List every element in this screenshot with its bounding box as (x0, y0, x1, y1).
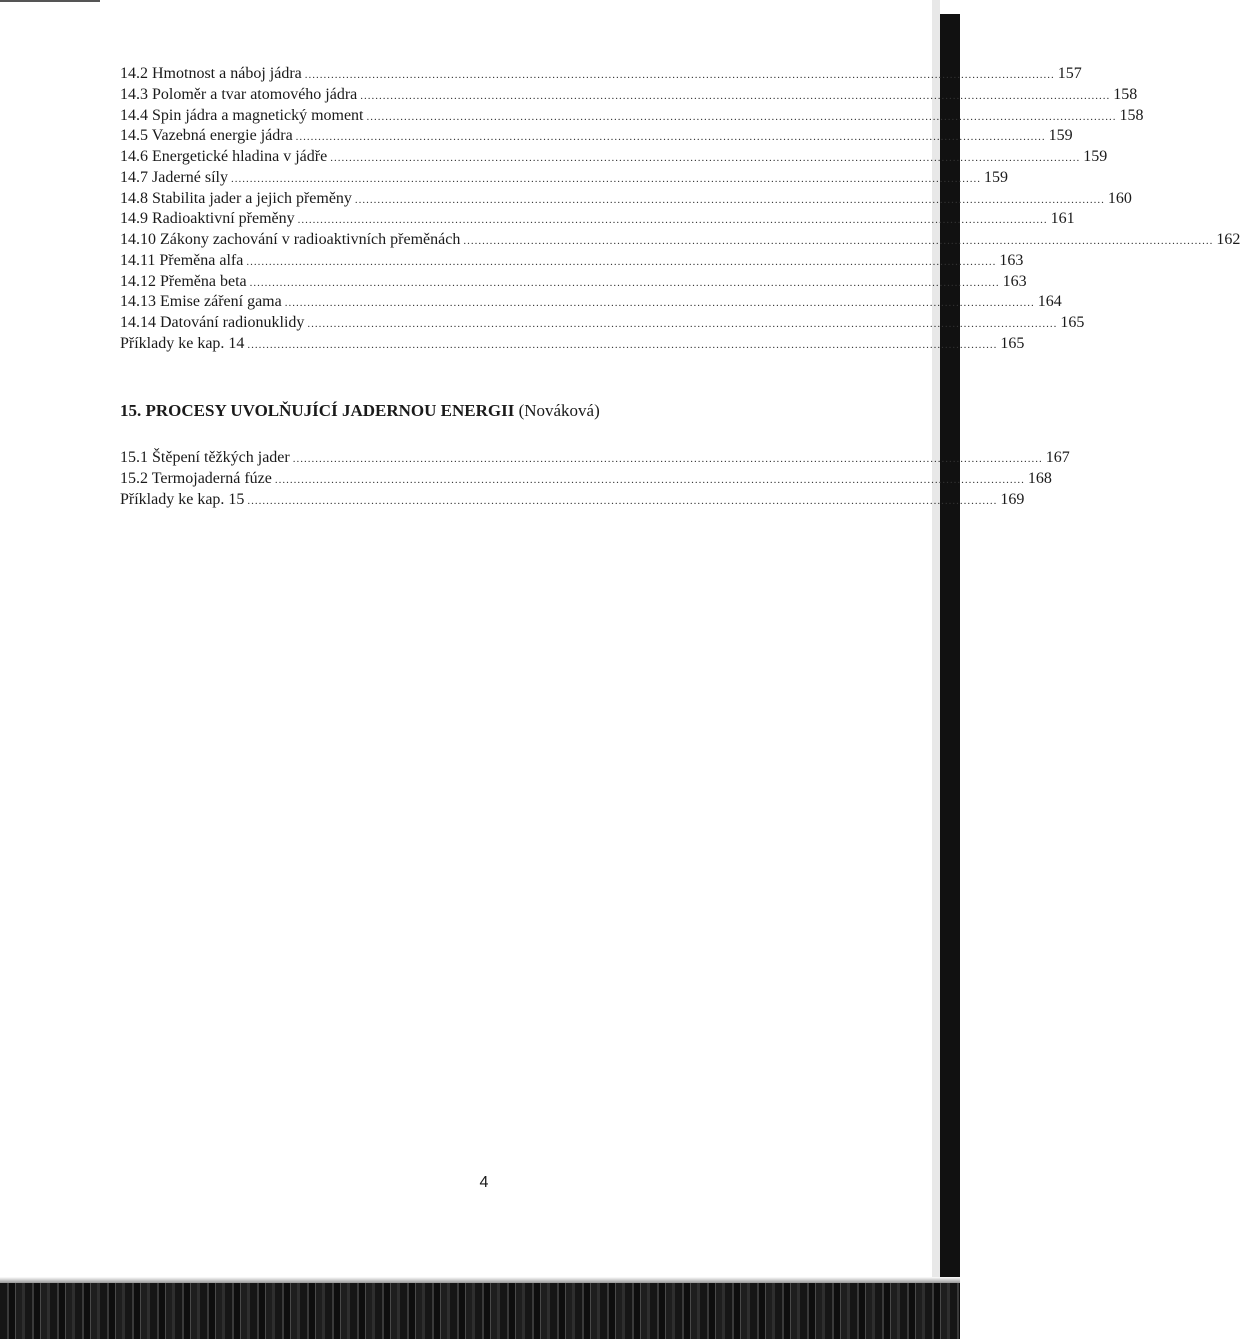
toc-leader-dots: ........................................................................................................................................................................................................ (360, 89, 1111, 102)
toc-leader-dots: ........................................................................................................................................................................................................ (366, 110, 1117, 123)
toc-entry (120, 189, 1132, 210)
toc-entry (120, 334, 1025, 355)
toc-leader-dots: ........................................................................................................................................................................................................ (249, 276, 1000, 289)
toc-entry (120, 490, 1025, 511)
toc-leader-dots: ........................................................................................................................................................................................................ (247, 338, 998, 351)
toc-leader-dots: ........................................................................................................................................................................................................ (230, 172, 981, 185)
toc-entry-label: 14.11 Přeměna alfa (120, 251, 244, 269)
toc-entry-page: 162 (1216, 231, 1240, 248)
toc-entry (120, 272, 1027, 293)
toc-entry-page: 164 (1037, 293, 1062, 311)
toc-leader-dots: ........................................................................................................................................................................................................ (307, 318, 1058, 330)
toc-entry-page: 158 (1119, 106, 1144, 124)
chapter-15-author: (Nováková) (518, 401, 600, 420)
toc-entry-label: 15.1 Štěpení těžkých jader (120, 449, 290, 466)
toc-entry-label: 14.4 Spin jádra a magnetický moment (120, 106, 364, 124)
toc-entry-label: 14.5 Vazebná energie jádra (120, 127, 293, 145)
toc-entry-label: 14.7 Jaderné síly (120, 168, 228, 186)
toc-entry-page: 160 (1107, 189, 1132, 207)
toc-entry-page: 159 (1083, 148, 1108, 165)
chapter-15-title: 15. PROCESY UVOLŇUJÍCÍ JADERNOU ENERGII (120, 401, 515, 420)
toc-leader-dots: ........................................................................................................................................................................................................ (330, 152, 1081, 164)
toc-chapter-15 (120, 448, 1070, 510)
toc-entry-label: 14.3 Poloměr a tvar atomového jádra (120, 85, 358, 103)
toc-entry-label: 14.8 Stabilita jader a jejich přeměny (120, 189, 352, 207)
toc-entry (120, 106, 1144, 127)
toc-entry (120, 85, 1138, 106)
toc-leader-dots: ........................................................................................................................................................................................................ (463, 235, 1214, 247)
toc-entry (120, 292, 1062, 313)
scan-top-rule (0, 0, 100, 2)
toc-leader-dots: ........................................................................................................................................................................................................ (292, 453, 1043, 465)
toc-entry-page: 163 (1002, 272, 1027, 290)
scan-bottom-edge (0, 1283, 960, 1339)
toc-entry (120, 168, 1008, 189)
toc-entry-page: 159 (1048, 127, 1073, 145)
toc-leader-dots: ........................................................................................................................................................................................................ (247, 494, 998, 507)
toc-entry-label: 14.6 Energetické hladina v jádře (120, 148, 328, 165)
toc-entry-page: 157 (1057, 65, 1082, 82)
toc-leader-dots: ........................................................................................................................................................................................................ (354, 193, 1105, 206)
toc-entry-label: 14.14 Datování radionuklidy (120, 314, 305, 331)
toc-leader-dots: ........................................................................................................................................................................................................ (284, 297, 1035, 310)
toc-entry-page: 158 (1113, 85, 1138, 103)
toc-entry-label: 14.12 Přeměna beta (120, 272, 247, 290)
toc-entry (120, 230, 1240, 251)
toc-entry-page: 161 (1050, 210, 1075, 228)
toc-leader-dots: ........................................................................................................................................................................................................ (246, 255, 997, 268)
toc-entry (120, 251, 1024, 272)
toc-entry-label: 15.2 Termojaderná fúze (120, 469, 272, 487)
toc-leader-dots: ........................................................................................................................................................................................................ (297, 214, 1048, 227)
toc-entry (120, 448, 1070, 469)
toc-entry (120, 64, 1082, 85)
toc-entry-page: 169 (1000, 490, 1025, 508)
chapter-15-heading (120, 400, 820, 422)
toc-leader-dots: ........................................................................................................................................................................................................ (295, 131, 1046, 144)
toc-entry-page: 163 (999, 251, 1024, 269)
toc-entry (120, 209, 1075, 230)
toc-chapter-14 (120, 64, 1240, 355)
toc-entry-label: 14.2 Hmotnost a náboj jádra (120, 65, 302, 82)
toc-entry-label: 14.13 Emise záření gama (120, 293, 282, 311)
toc-entry-page: 159 (983, 168, 1008, 186)
toc-entry-page: 168 (1027, 469, 1052, 487)
toc-leader-dots: ........................................................................................................................................................................................................ (274, 473, 1025, 486)
toc-entry-page: 165 (1060, 314, 1085, 331)
toc-entry-page: 167 (1045, 449, 1070, 466)
toc-leader-dots: ........................................................................................................................................................................................................ (304, 69, 1055, 81)
page-number: 4 (479, 1174, 489, 1191)
toc-entry-label: 14.9 Radioaktivní přeměny (120, 210, 295, 228)
toc-entry-page: 165 (1000, 334, 1025, 352)
toc-entry (120, 469, 1052, 490)
toc-entry (120, 313, 1085, 334)
toc-entry-label: Příklady ke kap. 15 (120, 490, 245, 508)
toc-entry-label: 14.10 Zákony zachování v radioaktivních přeměnách (120, 231, 461, 248)
toc-entry-label: Příklady ke kap. 14 (120, 334, 245, 352)
toc-entry (120, 126, 1073, 147)
toc-entry (120, 147, 1108, 168)
